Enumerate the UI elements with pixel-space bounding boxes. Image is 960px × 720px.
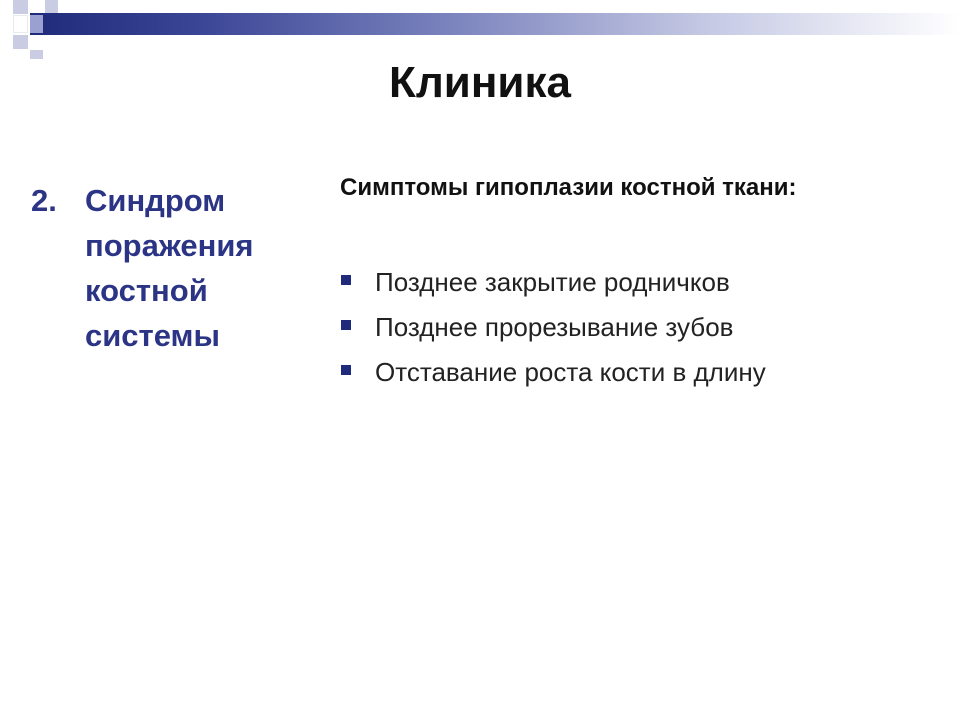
syndrome-line: Синдром: [85, 183, 226, 218]
slide-title: Клиника: [389, 58, 571, 107]
decorative-square: [13, 15, 28, 33]
list-item-text: Позднее закрытие родничков: [375, 267, 730, 297]
syndrome-line: поражения: [85, 228, 254, 263]
list-item-text: Позднее прорезывание зубов: [375, 312, 734, 342]
decorative-square: [30, 15, 43, 33]
decorative-square: [30, 35, 43, 49]
decorative-square: [30, 0, 43, 13]
list-item: [338, 305, 766, 350]
syndrome-line: костной: [85, 273, 208, 308]
square-bullet-icon: [341, 320, 351, 330]
decorative-square: [45, 0, 58, 13]
syndrome-heading: [31, 178, 321, 358]
square-bullet-icon: [341, 365, 351, 375]
syndrome-number: 2.: [31, 183, 57, 218]
header-gradient-bar: [30, 13, 960, 35]
decorative-square: [13, 35, 28, 49]
syndrome-line: системы: [85, 318, 220, 353]
list-item-text: Отставание роста кости в длину: [375, 357, 766, 387]
square-bullet-icon: [341, 275, 351, 285]
symptoms-list: [338, 260, 766, 395]
decorative-square: [13, 0, 28, 14]
list-item: [338, 260, 766, 305]
list-item: [338, 350, 766, 395]
symptoms-heading: Симптомы гипоплазии костной ткани:: [340, 174, 797, 201]
